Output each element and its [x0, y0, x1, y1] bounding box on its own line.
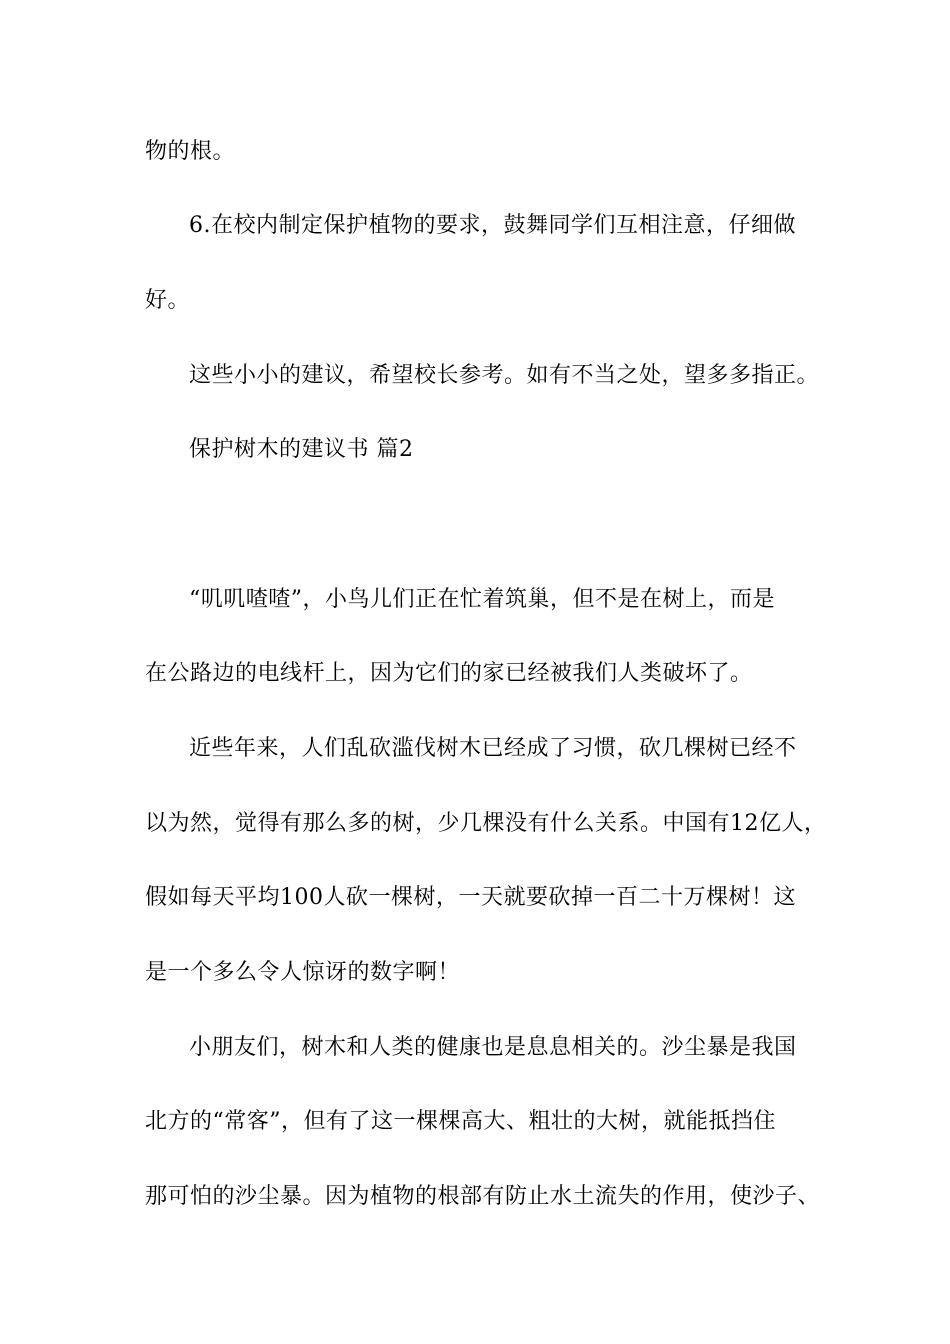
text-line-14: 那可怕的沙尘暴。因为植物的根部有防止水土流失的作用，使沙子、 [145, 1184, 821, 1209]
text-line-4: 这些小小的建议，希望校长参考。如有不当之处，望多多指正。 [189, 363, 820, 388]
text-line-1: 物的根。 [145, 139, 236, 164]
text-line-9: 以为然，觉得有那么多的树，少几棵没有什么关系。中国有12亿人， [145, 811, 827, 836]
text-line-8: 近些年来，人们乱砍滥伐树木已经成了习惯，砍几棵树已经不 [189, 736, 797, 761]
text-line-7: 在公路边的电线杆上，因为它们的家已经被我们人类破坏了。 [145, 661, 753, 686]
section-heading: 保护树木的建议书 篇2 [189, 437, 414, 462]
text-line-12: 小朋友们，树木和人类的健康也是息息相关的。沙尘暴是我国 [189, 1035, 797, 1060]
text-line-10: 假如每天平均100人砍一棵树，一天就要砍掉一百二十万棵树！这 [145, 885, 796, 910]
text-line-2: 6.在校内制定保护植物的要求，鼓舞同学们互相注意，仔细做 [189, 213, 796, 238]
text-line-3: 好。 [145, 288, 191, 313]
text-line-6: “叽叽喳喳”，小鸟儿们正在忙着筑巢，但不是在树上，而是 [189, 587, 775, 612]
text-line-13: 北方的“常客”，但有了这一棵棵高大、粗壮的大树，就能抵挡住 [145, 1109, 776, 1134]
text-line-11: 是一个多么令人惊讶的数字啊！ [145, 960, 461, 985]
